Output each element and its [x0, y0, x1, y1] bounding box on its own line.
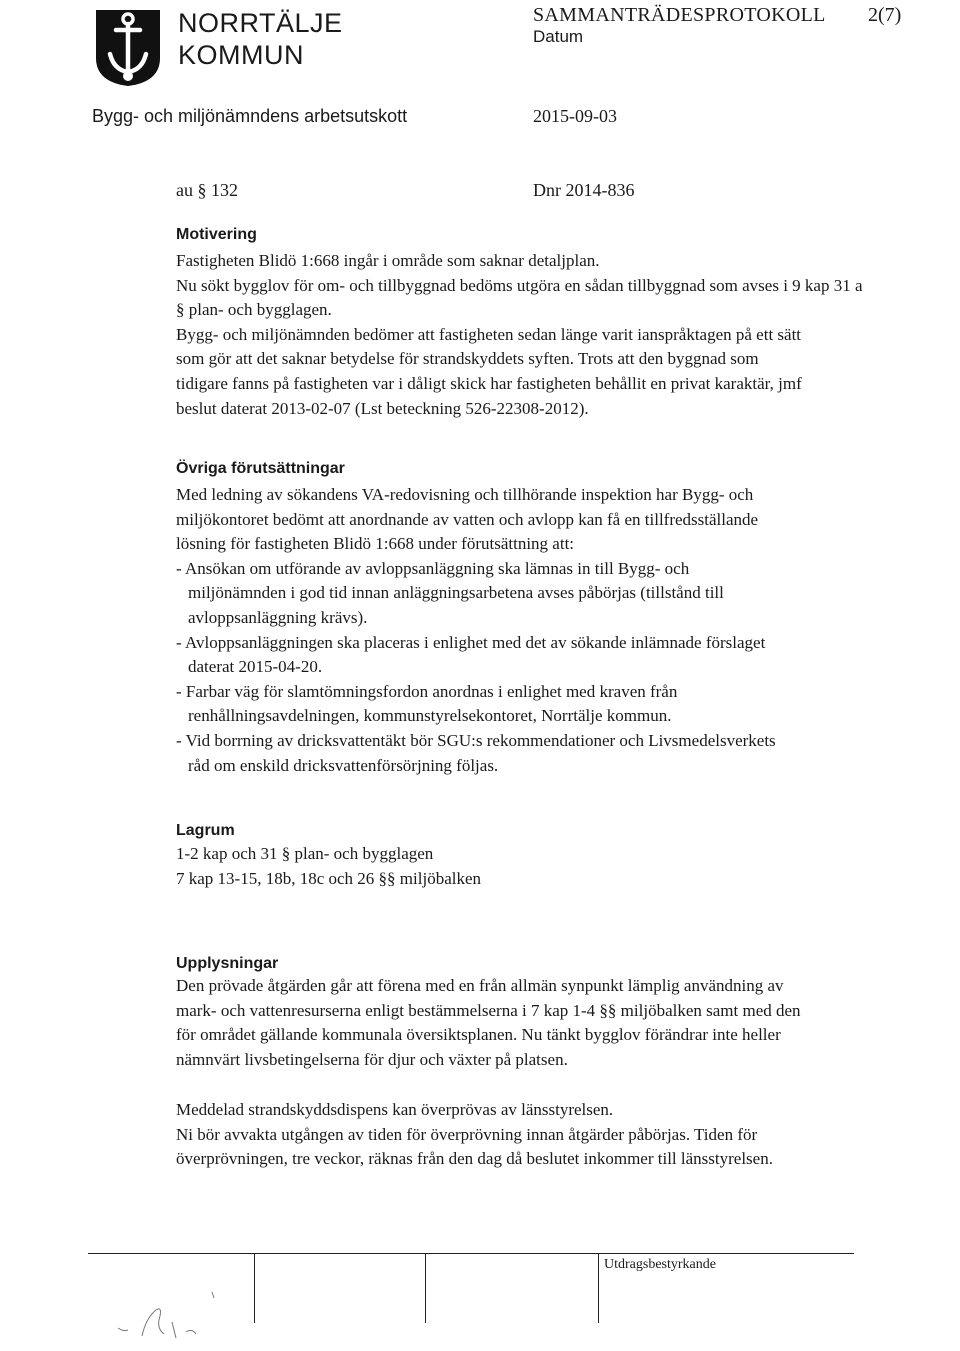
text-line: 1-2 kap och 31 § plan- och bygglagen: [176, 844, 434, 863]
section-body-motivering: [176, 249, 863, 421]
text-line: för området gällande kommunala översiktsplanen. Nu tänkt bygglov förändrar inte heller: [176, 1025, 781, 1045]
list-item: - Vid borrning av dricksvattentäkt bör SGU:s rekommendationer och Livsmedelsverkets: [176, 730, 776, 750]
section-heading-motivering: Motivering: [176, 226, 257, 243]
text-line: beslut daterat 2013-02-07 (Lst beteckning 526-22308-2012).: [176, 398, 589, 418]
list-item-continuation: avloppsanläggning krävs).: [188, 607, 368, 627]
text-line: Meddelad strandskyddsdispens kan överprövas av länsstyrelsen.: [176, 1100, 614, 1119]
list-item: - Avloppsanläggningen ska placeras i enlighet med det av sökande inlämnade förslaget: [176, 632, 766, 652]
text-line: som gör att det saknar betydelse för strandskyddets syften. Trots att den byggnad som: [176, 349, 759, 369]
org-name-line1: NORRTÄLJE: [178, 8, 343, 38]
text-line: Med ledning av sökandens VA-redovisning och tillhörande inspektion har Bygg- och: [176, 485, 754, 504]
section-heading-lagrum: Lagrum: [176, 822, 235, 839]
signature-scribble-icon: [112, 1282, 232, 1342]
text-line: tidigare fanns på fastigheten var i dåligt skick har fastigheten behållit en privat karaktär, jmf: [176, 373, 802, 393]
page-number: 2(7): [868, 4, 902, 26]
footer-table-divider: [425, 1253, 426, 1323]
list-item-continuation: daterat 2015-04-20.: [188, 657, 323, 677]
section-heading-ovriga: Övriga förutsättningar: [176, 460, 345, 477]
list-item: - Farbar väg för slamtömningsfordon anordnas i enlighet med kraven från: [176, 681, 678, 701]
footer-extract-certification-label: Utdragsbestyrkande: [604, 1257, 716, 1272]
paragraph-reference: au § 132: [176, 180, 238, 200]
committee-name: Bygg- och miljönämndens arbetsutskott: [92, 106, 408, 126]
text-line: nämnvärt livsbetingelserna för djur och växter på platsen.: [176, 1049, 568, 1069]
section-body-upplysningar: [176, 974, 801, 1072]
text-line: Nu sökt bygglov för om- och tillbyggnad bedöms utgöra en sådan tillbyggnad som avses i 9 kap 31 a: [176, 275, 863, 295]
text-line: 7 kap 13-15, 18b, 18c och 26 §§ miljöbalken: [176, 868, 482, 888]
list-item-continuation: renhållningsavdelningen, kommunstyrelsekontoret, Norrtälje kommun.: [188, 706, 672, 726]
section-body-ovriga: [176, 483, 776, 778]
text-line: Ni bör avvakta utgången av tiden för överprövning innan åtgärder påbörjas. Tiden för: [176, 1124, 758, 1144]
date-label: Datum: [533, 27, 584, 46]
text-line: Fastigheten Blidö 1:668 ingår i område som saknar detaljplan.: [176, 251, 600, 270]
text-line: Den prövade åtgärden går att förena med en från allmän synpunkt lämplig användning av: [176, 976, 784, 995]
list-item-continuation: råd om enskild dricksvattenförsörjning följas.: [188, 755, 499, 775]
footer-table-top-rule: [88, 1253, 854, 1254]
text-line: lösning för fastigheten Blidö 1:668 under förutsättning att:: [176, 534, 575, 554]
document-title: SAMMANTRÄDESPROTOKOLL: [533, 4, 826, 26]
footer-table-divider: [598, 1253, 599, 1323]
text-line: miljökontoret bedömt att anordnande av vatten och avlopp kan få en tillfredsställande: [176, 509, 759, 529]
section-body-lagrum: [176, 842, 481, 891]
anchor-crest-icon: [92, 4, 164, 88]
footer-table-divider: [254, 1253, 255, 1323]
text-line: Bygg- och miljönämnden bedömer att fastigheten sedan länge varit ianspråktagen på ett sätt: [176, 324, 802, 344]
text-line: mark- och vattenresurserna enligt bestämmelserna i 7 kap 1-4 §§ miljöbalken samt med den: [176, 1000, 801, 1020]
case-number: Dnr 2014-836: [533, 180, 635, 200]
text-line: § plan- och bygglagen.: [176, 300, 332, 320]
list-item-continuation: miljönämnden i god tid innan anläggningsarbetena avses påbörjas (tillstånd till: [188, 583, 724, 603]
section-body-upplysningar-2: [176, 1098, 773, 1172]
list-item: - Ansökan om utförande av avloppsanläggning ska lämnas in till Bygg- och: [176, 558, 690, 578]
section-heading-upplysningar: Upplysningar: [176, 955, 279, 972]
meeting-date: 2015-09-03: [533, 106, 617, 126]
text-line: överprövningen, tre veckor, räknas från den dag då beslutet inkommer till länsstyrelsen.: [176, 1149, 773, 1169]
org-name-line2: KOMMUN: [178, 40, 304, 70]
